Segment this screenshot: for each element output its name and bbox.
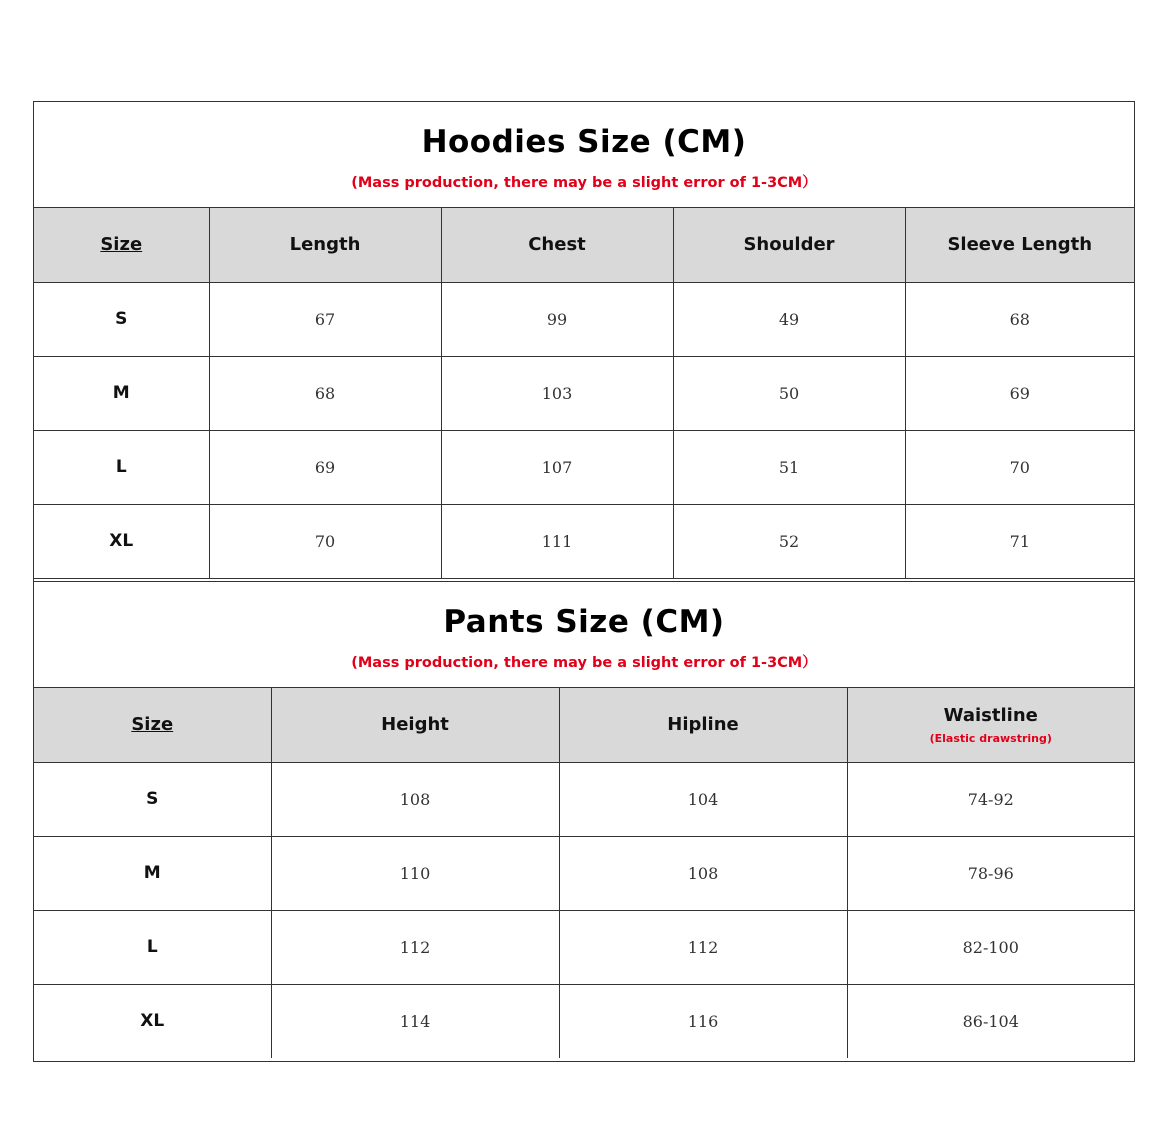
chest-value: 111 xyxy=(441,504,673,578)
waistline-value: 82-100 xyxy=(847,910,1134,984)
height-value: 114 xyxy=(271,984,559,1058)
table-row xyxy=(34,836,1134,910)
hoodies-size-table xyxy=(34,208,1134,579)
size-label: M xyxy=(34,836,271,910)
column-header-size: Size xyxy=(34,688,271,762)
shoulder-value: 52 xyxy=(673,504,905,578)
length-value: 69 xyxy=(209,430,441,504)
waistline-label: Waistline xyxy=(943,704,1038,726)
height-value: 110 xyxy=(271,836,559,910)
size-label: S xyxy=(34,282,209,356)
size-label: L xyxy=(34,910,271,984)
column-header-sleeve-length: Sleeve Length xyxy=(905,208,1134,282)
size-label: L xyxy=(34,430,209,504)
length-value: 70 xyxy=(209,504,441,578)
shoulder-value: 51 xyxy=(673,430,905,504)
size-label: XL xyxy=(34,984,271,1058)
pants-chart-title: Pants Size (CM) xyxy=(443,604,725,640)
column-header-height: Height xyxy=(271,688,559,762)
hoodies-title-block xyxy=(34,102,1134,208)
table-row xyxy=(34,762,1134,836)
table-header-row xyxy=(34,688,1134,762)
hoodies-error-note: (Mass production, there may be a slight error of 1-3CM） xyxy=(351,175,817,191)
sleeve-length-value: 69 xyxy=(905,356,1134,430)
shoulder-value: 50 xyxy=(673,356,905,430)
table-row xyxy=(34,504,1134,578)
elastic-drawstring-note: (Elastic drawstring) xyxy=(929,731,1052,745)
shoulder-value: 49 xyxy=(673,282,905,356)
length-value: 68 xyxy=(209,356,441,430)
hipline-value: 112 xyxy=(559,910,847,984)
height-value: 108 xyxy=(271,762,559,836)
waistline-value: 86-104 xyxy=(847,984,1134,1058)
size-label: XL xyxy=(34,504,209,578)
hipline-value: 116 xyxy=(559,984,847,1058)
column-header-size: Size xyxy=(34,208,209,282)
length-value: 67 xyxy=(209,282,441,356)
table-row xyxy=(34,430,1134,504)
sleeve-length-value: 68 xyxy=(905,282,1134,356)
chest-value: 103 xyxy=(441,356,673,430)
chest-value: 99 xyxy=(441,282,673,356)
sleeve-length-value: 71 xyxy=(905,504,1134,578)
column-header-waistline xyxy=(847,688,1134,762)
hoodies-chart-title: Hoodies Size (CM) xyxy=(421,124,747,160)
sleeve-length-value: 70 xyxy=(905,430,1134,504)
pants-size-table xyxy=(34,688,1134,1058)
hipline-value: 108 xyxy=(559,836,847,910)
size-label: M xyxy=(34,356,209,430)
column-header-shoulder: Shoulder xyxy=(673,208,905,282)
pants-size-chart xyxy=(33,581,1135,1062)
waistline-value: 74-92 xyxy=(847,762,1134,836)
column-header-chest: Chest xyxy=(441,208,673,282)
waistline-value: 78-96 xyxy=(847,836,1134,910)
table-row xyxy=(34,282,1134,356)
pants-title-block xyxy=(34,582,1134,688)
size-label: S xyxy=(34,762,271,836)
pants-error-note: (Mass production, there may be a slight error of 1-3CM） xyxy=(351,655,817,671)
table-header-row xyxy=(34,208,1134,282)
hipline-value: 104 xyxy=(559,762,847,836)
table-row xyxy=(34,356,1134,430)
table-row xyxy=(34,910,1134,984)
chest-value: 107 xyxy=(441,430,673,504)
column-header-length: Length xyxy=(209,208,441,282)
hoodies-size-chart xyxy=(33,101,1135,582)
column-header-hipline: Hipline xyxy=(559,688,847,762)
table-row xyxy=(34,984,1134,1058)
height-value: 112 xyxy=(271,910,559,984)
